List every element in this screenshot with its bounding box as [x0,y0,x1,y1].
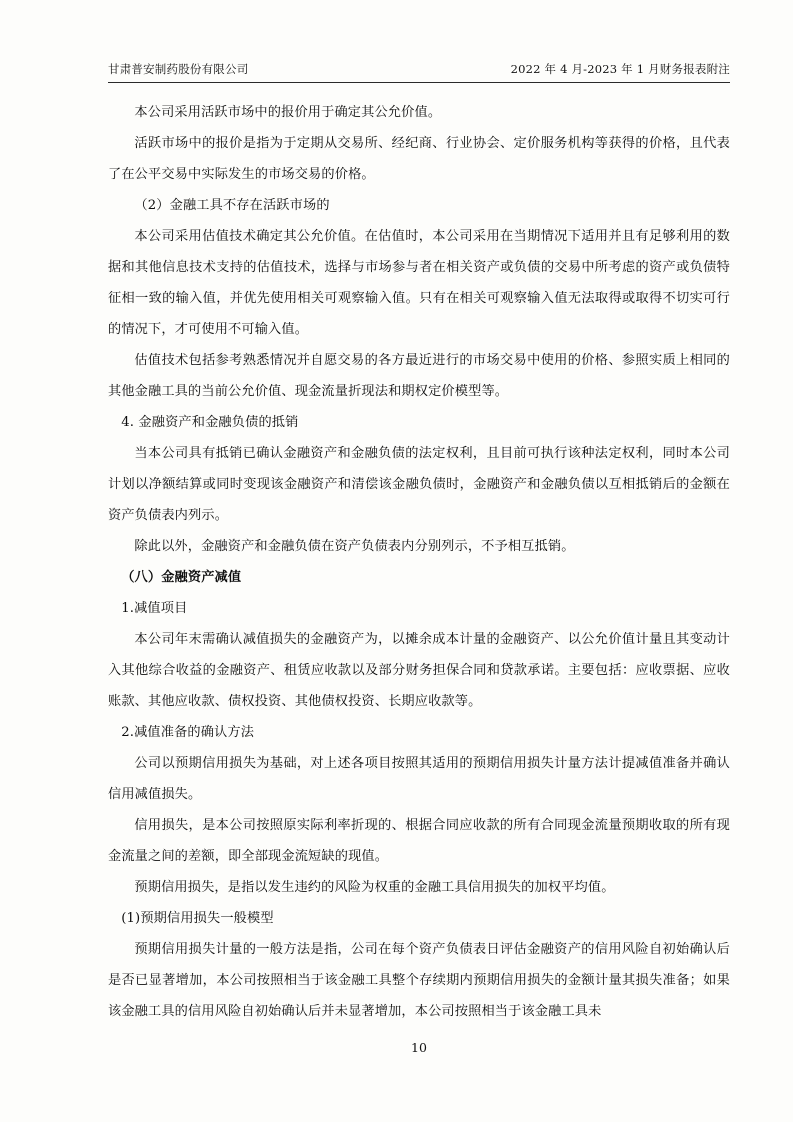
page-number: 10 [411,1040,427,1055]
paragraph-subheading: (1)预期信用损失一般模型 [121,911,274,926]
document-body [108,97,730,1027]
paragraph: 信用损失，是本公司按照原实际利率折现的、根据合同应收款的所有合同现金流量预期收取的所有现金流量之间的差额，即全部现金流短缺的现值。 [108,818,730,864]
paragraph: 公司以预期信用损失为基础，对上述各项目按照其适用的预期信用损失计量方法计提减值准备并确认信用减值损失。 [108,756,730,802]
paragraph: 本公司采用估值技术确定其公允价值。在估值时，本公司采用在当期情况下适用并且有足够利用的数据和其他信息技术支持的估值技术，选择与市场参与者在相关资产或负债的交易中所考虑的资产或负债特征相一致的输入值，并优先使用相关可观察输入值。只有在相关可观察输入值无法取得或取得不切实可行的情况下，才可使用不可输入值。 [108,229,730,337]
paragraph: 活跃市场中的报价是指为于定期从交易所、经纪商、行业协会、定价服务机构等获得的价格，且代表了在公平交易中实际发生的市场交易的价格。 [108,136,730,182]
paragraph: 除此以外，金融资产和金融负债在资产负债表内分别列示，不予相互抵销。 [134,539,575,554]
header-report-period: 2022 年 4 月-2023 年 1 月财务报表附注 [510,62,730,76]
paragraph-subheading: 4. 金融资产和金融负债的抵销 [121,415,299,430]
page-content [108,60,730,1055]
paragraph: 估值技术包括参考熟悉情况并自愿交易的各方最近进行的市场交易中使用的价格、参照实质上相同的其他金融工具的当前公允价值、现金流量折现法和期权定价模型等。 [108,353,730,399]
paragraph: 当本公司具有抵销已确认金融资产和金融负债的法定权利，且目前可执行该种法定权利，同时本公司计划以净额结算或同时变现该金融资产和清偿该金融负债时，金融资产和金融负债以互相抵销后的金额在资产负债表内列示。 [108,446,730,523]
header-company-name: 甘肃普安制药股份有限公司 [108,62,249,76]
section-heading: （八）金融资产减值 [121,570,242,585]
paragraph: 预期信用损失计量的一般方法是指，公司在每个资产负债表日评估金融资产的信用风险自初始确认后是否已显著增加，本公司按照相当于该金融工具整个存续期内预期信用损失的金额计量其损失准备；如果该金融工具的信用风险自初始确认后并未显著增加，本公司按照相当于该金融工具未 [108,942,730,1019]
paragraph: （2）金融工具不存在活跃市场的 [134,198,330,213]
paragraph: 本公司年末需确认减值损失的金融资产为，以摊余成本计量的金融资产、以公允价值计量且其变动计入其他综合收益的金融资产、租赁应收款以及部分财务担保合同和贷款承诺。主要包括：应收票据、应收账款、其他应收款、债权投资、其他债权投资、长期应收款等。 [108,632,730,709]
paragraph-subheading: 1.减值项目 [121,601,188,616]
paragraph: 预期信用损失，是指以发生违约的风险为权重的金融工具信用损失的加权平均值。 [134,880,615,895]
paragraph: 本公司采用活跃市场中的报价用于确定其公允价值。 [134,105,442,120]
paragraph-subheading: 2.减值准备的确认方法 [121,725,255,740]
page-header [108,60,730,83]
